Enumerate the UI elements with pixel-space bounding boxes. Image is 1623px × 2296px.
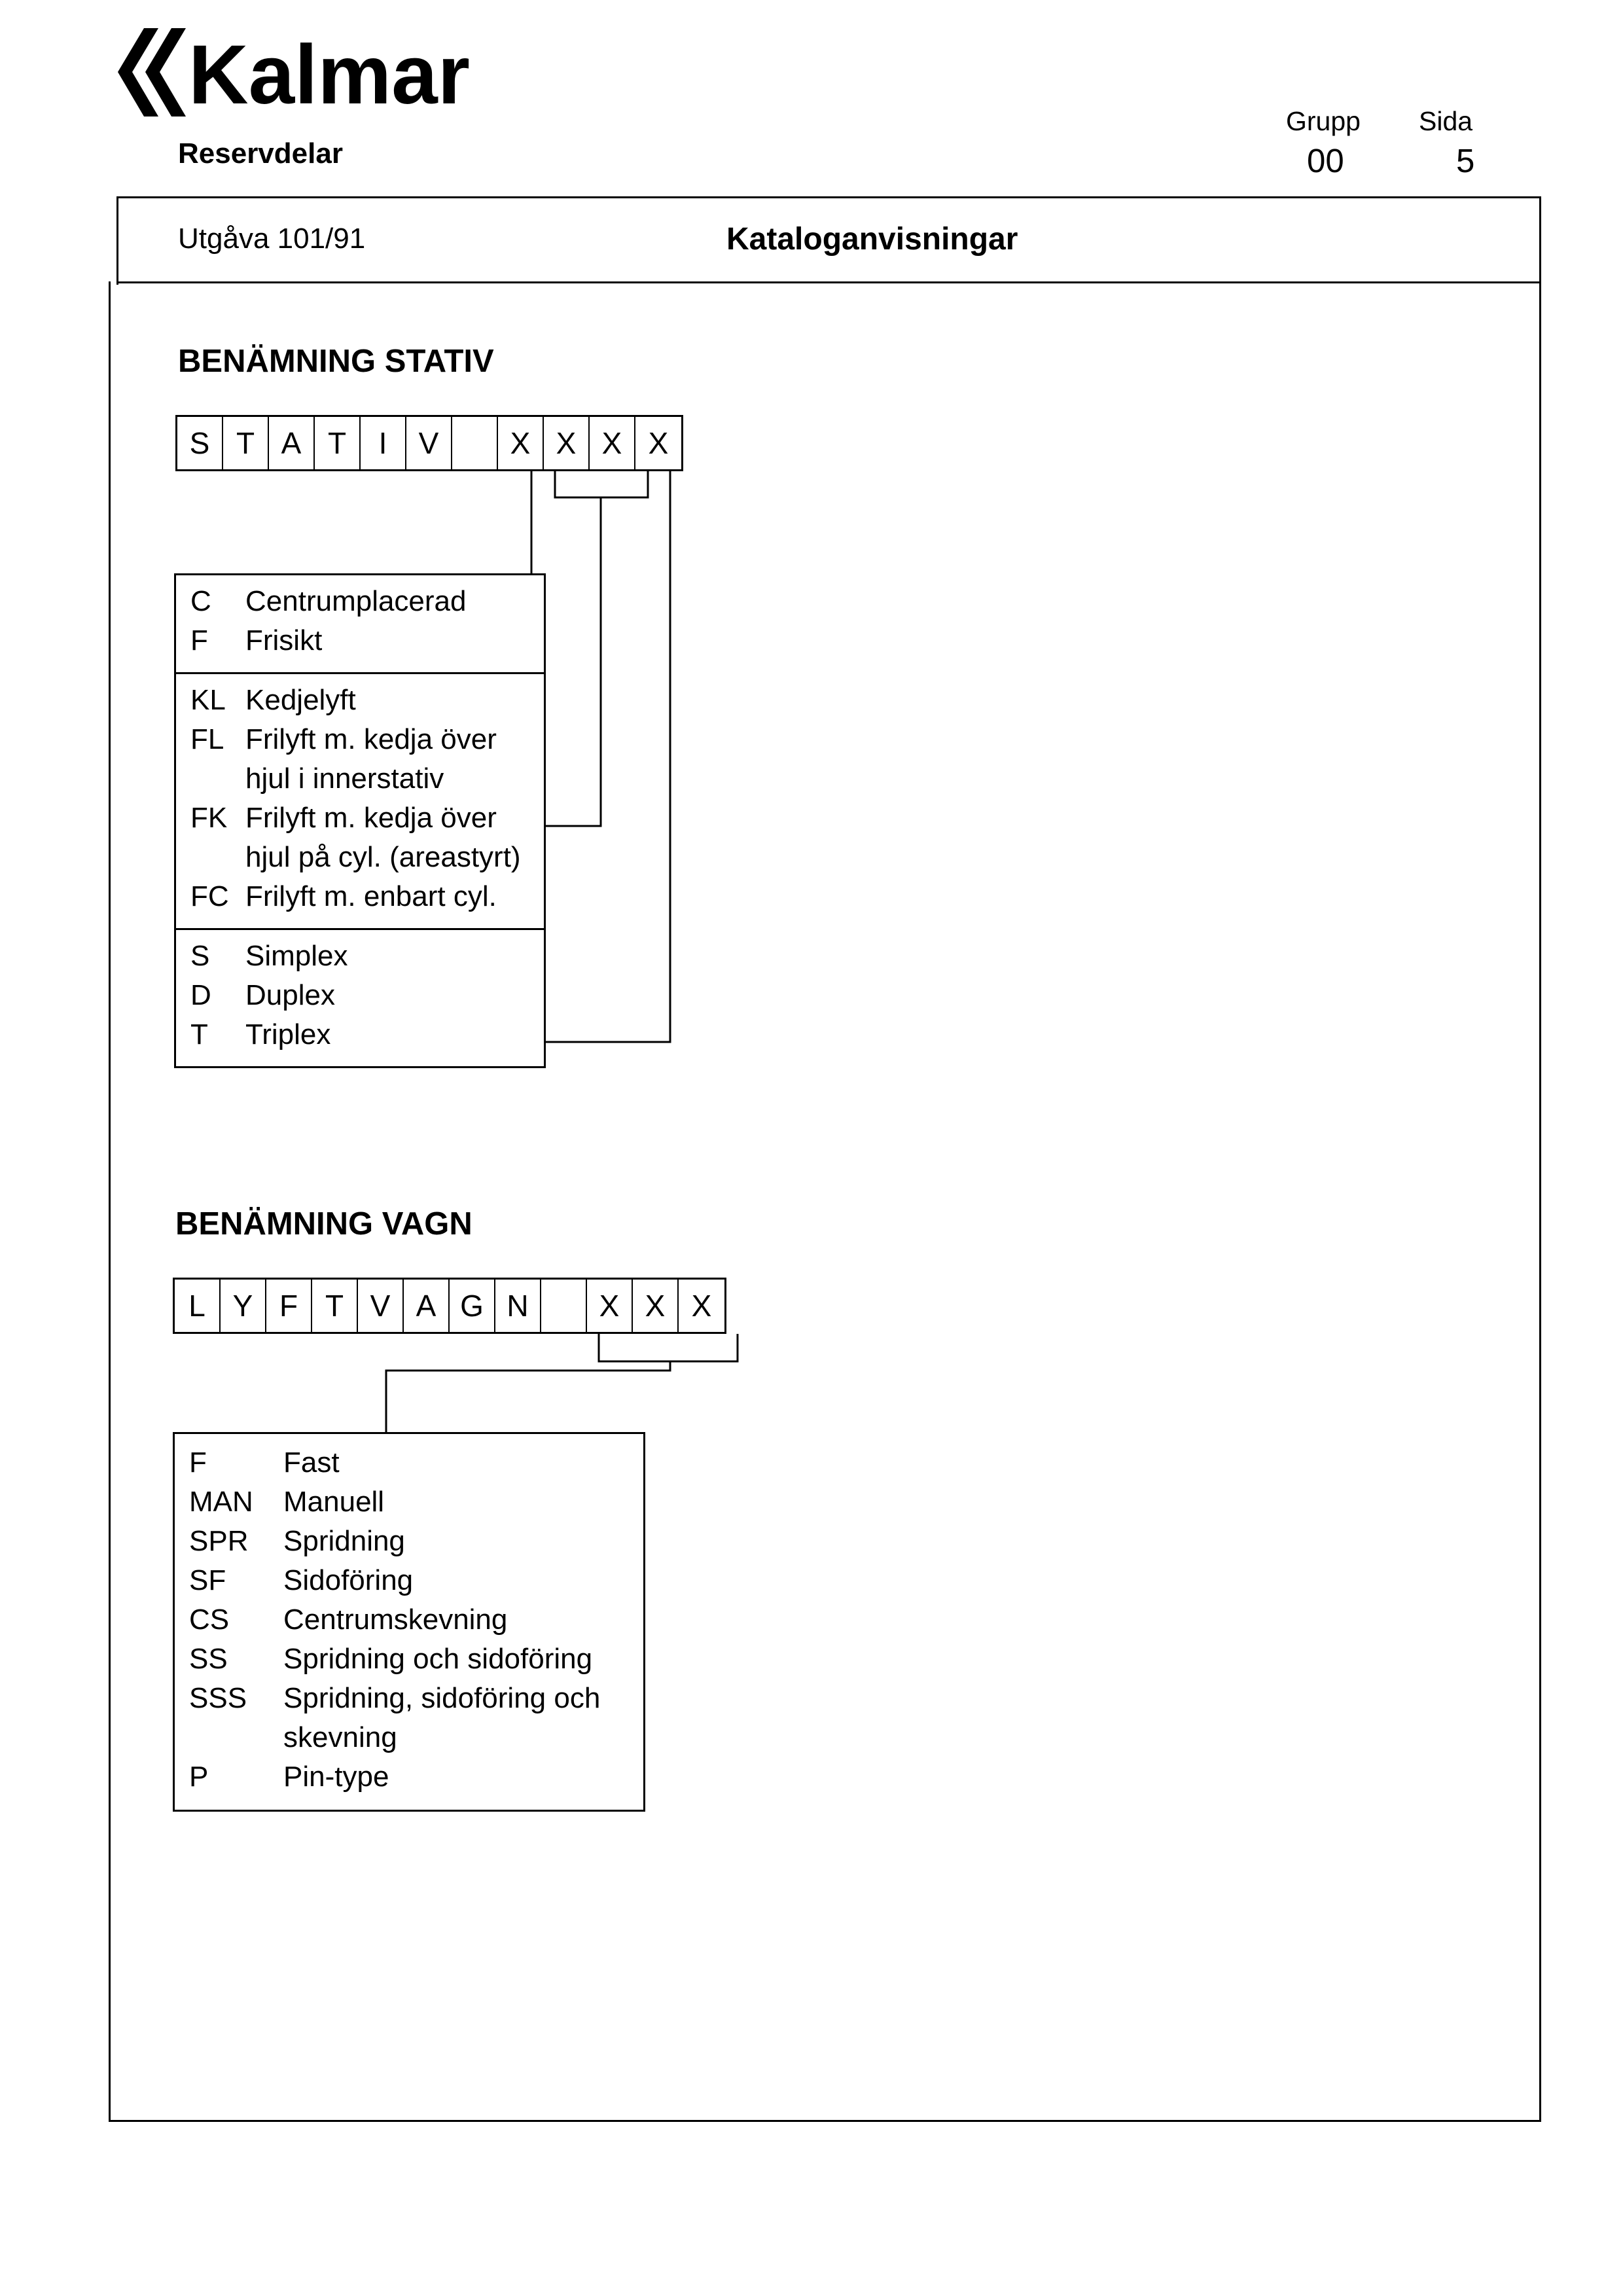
stativ-legend-code: FL	[190, 723, 224, 755]
stativ-code-cell: S	[177, 417, 223, 469]
vagn-code-cell: Y	[221, 1280, 266, 1332]
vagn-legend-desc: Sidoföring	[283, 1564, 414, 1596]
vagn-code-cell: A	[404, 1280, 450, 1332]
stativ-code-cell: A	[269, 417, 315, 469]
stativ-code-cell: X	[498, 417, 544, 469]
stativ-legend-code: T	[190, 1018, 208, 1050]
vagn-code-cell: G	[450, 1280, 495, 1332]
stativ-legend-desc: Frilyft m. kedja över	[245, 723, 497, 755]
stativ-code-cell: T	[223, 417, 269, 469]
stativ-code-cell: X	[590, 417, 635, 469]
connector-vagn-bracket	[599, 1334, 738, 1361]
vagn-legend-desc: Manuell	[283, 1486, 385, 1518]
vagn-legend-desc: skevning	[283, 1721, 397, 1753]
stativ-legend-code: D	[190, 979, 211, 1011]
vagn-legend-code: MAN	[189, 1486, 253, 1518]
vagn-title: BENÄMNING VAGN	[175, 1206, 473, 1242]
stativ-code-cell: V	[406, 417, 452, 469]
stativ-title: BENÄMNING STATIV	[178, 344, 494, 379]
stativ-legend-desc: Kedjelyft	[245, 684, 356, 716]
stativ-legend-desc: hjul på cyl. (areastyrt)	[245, 841, 521, 873]
kalmar-logo-text: Kalmar	[188, 28, 470, 120]
vagn-code-cell: L	[175, 1280, 221, 1332]
stativ-code-cell: X	[544, 417, 590, 469]
stativ-legend-desc: Centrumplacerad	[245, 585, 467, 617]
vagn-legend-desc: Spridning och sidoföring	[283, 1643, 593, 1675]
vagn-legend-code: SS	[189, 1643, 228, 1675]
stativ-legend-desc: Frilyft m. kedja över	[245, 802, 497, 834]
stativ-code-cell: T	[315, 417, 361, 469]
connector-vagn-1	[386, 1361, 670, 1432]
stativ-legend-desc: Triplex	[245, 1018, 331, 1050]
stativ-legend-code: FK	[190, 802, 228, 834]
vagn-legend-code: SF	[189, 1564, 226, 1596]
connector-stativ-bracket	[555, 471, 648, 497]
vagn-legend-desc: Centrumskevning	[283, 1604, 508, 1636]
vagn-legend-code: P	[189, 1761, 209, 1793]
vagn-legend-code: CS	[189, 1604, 230, 1636]
stativ-legend-code: F	[190, 624, 208, 656]
page-label: Sida	[1419, 106, 1473, 136]
page-value: 5	[1456, 142, 1475, 179]
stativ-legend-desc: Simplex	[245, 940, 348, 972]
vagn-legend-desc: Pin-type	[283, 1761, 389, 1793]
stativ-legend-code: S	[190, 940, 210, 972]
stativ-legend-code: FC	[190, 880, 229, 912]
stativ-legend-code: KL	[190, 684, 226, 716]
group-label: Grupp	[1286, 106, 1361, 136]
vagn-code-cell: F	[266, 1280, 312, 1332]
page-title: Kataloganvisningar	[726, 222, 1018, 257]
vagn-legend-desc: Fast	[283, 1446, 340, 1479]
stativ-code-cell: X	[648, 426, 669, 460]
stativ-legend-desc: Frilyft m. enbart cyl.	[245, 880, 497, 912]
edition-label: Utgåva 101/91	[178, 223, 366, 255]
stativ-legend-desc: hjul i innerstativ	[245, 762, 444, 795]
group-value: 00	[1307, 142, 1344, 179]
stativ-legend-code: C	[190, 585, 211, 617]
vagn-code-cell: V	[358, 1280, 404, 1332]
vagn-legend-code: F	[189, 1446, 207, 1479]
section-subtitle: Reservdelar	[178, 137, 343, 170]
vagn-code-cell: T	[312, 1280, 358, 1332]
vagn-legend-desc: Spridning, sidoföring och	[283, 1682, 601, 1714]
stativ-legend-desc: Frisikt	[245, 624, 323, 656]
connector-stativ-2	[546, 497, 601, 826]
connector-stativ-3	[546, 471, 670, 1042]
vagn-legend-code: SPR	[189, 1525, 249, 1557]
vagn-legend-code: SSS	[189, 1682, 247, 1714]
vagn-code-cell: X	[691, 1289, 712, 1323]
vagn-code-cell: N	[495, 1280, 541, 1332]
vagn-code-cell: X	[587, 1280, 633, 1332]
stativ-code-cell: I	[361, 417, 406, 469]
vagn-code-cell: X	[633, 1280, 679, 1332]
vagn-legend-desc: Spridning	[283, 1525, 405, 1557]
stativ-legend-desc: Duplex	[245, 979, 335, 1011]
